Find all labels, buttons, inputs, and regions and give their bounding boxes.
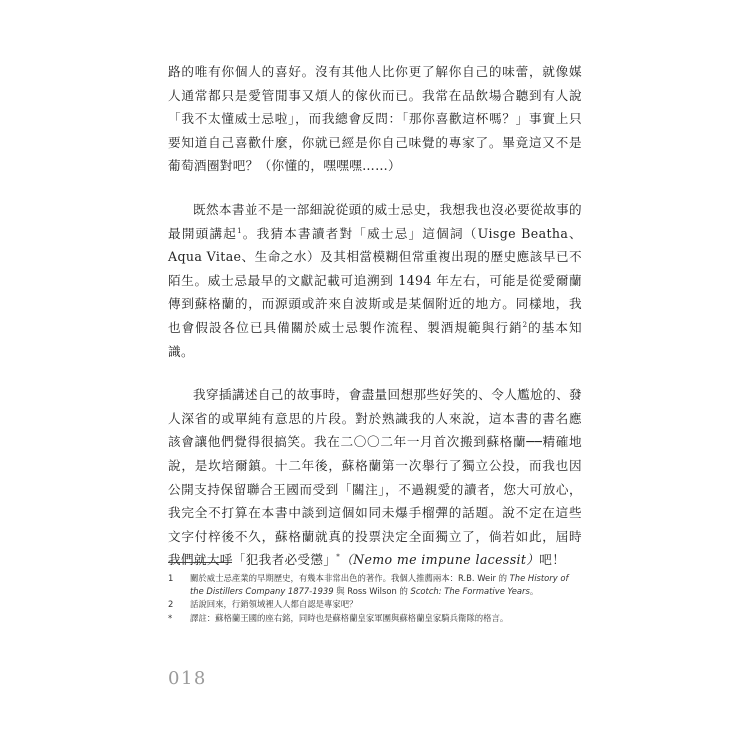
footnote-1-book-title-2: Scotch: The Formative Years (410, 586, 530, 597)
paragraph-2-part-2: 。我猜本書讀者對「威士忌」這個詞（Uisge Beatha、Aqua Vitae、生命之水）及其相當模糊但常重複出現的歷史應該早已不陌生。威士忌最早的文獻記載可追溯到 1494 年左右，可能是從愛爾蘭傳到蘇格蘭的，而源頭或許來自波斯或是某個附近的地方。同樣地，我也會假設各位已具備關於威士忌製作流程、製酒規範與行銷 (168, 225, 582, 335)
page-number: 018 (168, 668, 207, 689)
paragraph-1: 路的唯有你個人的喜好。沒有其他人比你更了解你自己的味蕾，就像媒人通常都只是愛管閒事又煩人的傢伙而已。我常在品飲場合聽到有人說「我不太懂威士忌啦」，而我總會反問：「那你喜歡這杯嗎？」事實上只要知道自己喜歡什麼，你就已經是你自己味覺的專家了。畢竟這又不是葡萄酒圈對吧？（你懂的，嘿嘿嘿……） (168, 64, 582, 174)
footnote-mark: 1 (168, 573, 174, 583)
footnote-mark: * (168, 612, 173, 623)
footnote-ref-star: * (336, 553, 341, 562)
latin-motto: （Nemo me impune lacessit） (340, 552, 540, 568)
paragraph-2-part-1: 既然本書並不是一部細說從頭的威士忌史，我想我也沒必要從故事的最開頭講起 (168, 201, 582, 241)
footnotes (168, 572, 582, 625)
footnote-star (168, 612, 582, 625)
paragraph-3 (168, 383, 582, 572)
footnote-ref-1: 1 (237, 226, 242, 235)
footnote-mark: 2 (168, 599, 174, 610)
footnote-text (190, 572, 582, 598)
footnote-1-text-3: 。 (529, 586, 539, 597)
footnote-text: 譯註：蘇格蘭王國的座右銘，同時也是蘇格蘭皇家軍團與蘇格蘭皇家騎兵衛隊的格言。 (190, 612, 509, 623)
body-text (168, 60, 582, 592)
paragraph-2 (168, 198, 582, 363)
footnote-1-text-2: 與 Ross Wilson 的 (333, 586, 411, 597)
footnote-1-book-title-1: The History of the Distillers Company 1877-1939 (190, 573, 569, 597)
paragraph-3-part-1: 我穿插講述自己的故事時，會盡量回想那些好笑的、令人尷尬的、發人深省的或單純有意思的片段。對於熟識我的人來說，這本書的書名應該會讓他們覺得很搞笑。我在二〇〇二年一月首次搬到蘇格蘭──精確地說，是坎培爾鎮。十二年後，蘇格蘭第一次舉行了獨立公投，而我也因公開支持保留聯合王國而受到「關注」，不過親愛的讀者，您大可放心，我完全不打算在本書中談到這個如同未爆手榴彈的話題。說不定在這些文字付梓後不久，蘇格蘭就真的投票決定全面獨立了，倘若如此，屆時我們就大呼「犯我者必受懲」 (168, 387, 582, 568)
footnote-1 (168, 572, 582, 598)
paragraph-3-part-2: 吧！ (539, 552, 566, 568)
footnote-text: 話說回來，行銷領域裡人人都自認是專家吧？ (190, 599, 358, 610)
footnote-divider (168, 562, 232, 563)
footnote-ref-2: 2 (522, 320, 528, 329)
footnote-1-text-1: 關於威士忌產業的早期歷史，有幾本非常出色的著作。我個人推薦兩本：R.B. Weir 的 (190, 573, 510, 583)
footnote-2 (168, 598, 582, 611)
paragraph-2-part-3: 的基本知識。 (168, 319, 582, 359)
